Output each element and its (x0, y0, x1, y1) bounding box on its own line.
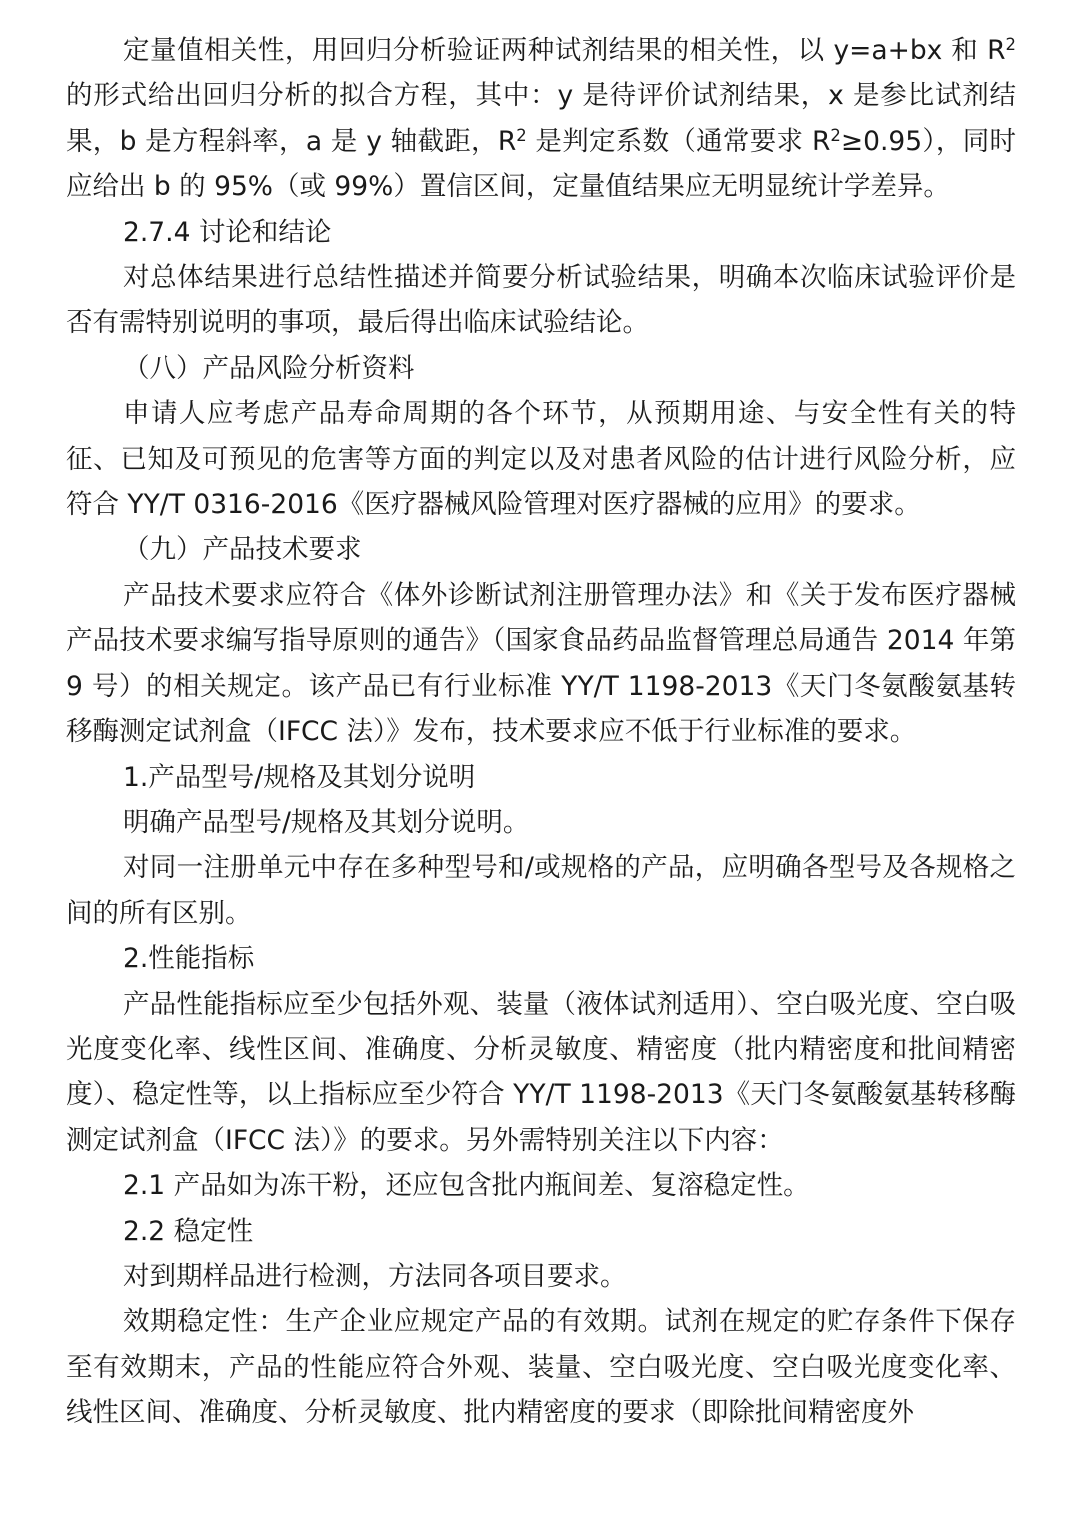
superscript: 2 (516, 125, 527, 145)
text-run: （九）产品技术要求 (123, 534, 362, 566)
paragraph-technical-requirements (66, 573, 1016, 755)
heading-8-risk-analysis (66, 346, 1016, 391)
superscript: 2 (830, 125, 841, 145)
text-run: 效期稳定性：生产企业应规定产品的有效期。试剂在规定的贮存条件下保存至有效期末，产品的性能应符合外观、装量、空白吸光度、空白吸光度变化率、线性区间、准确度、分析灵敏度、批内精密度的要求（即除批间精密度外 (66, 1306, 1016, 1429)
paragraph-performance (66, 982, 1016, 1164)
text-run: 2.2 稳定性 (123, 1215, 254, 1247)
paragraph-discussion (66, 255, 1016, 346)
text-run: 明确产品型号/规格及其划分说明。 (123, 806, 530, 838)
text-run: 产品性能指标应至少包括外观、装量（液体试剂适用）、空白吸光度、空白吸光度变化率、线性区间、准确度、分析灵敏度、精密度（批内精密度和批间精密度）、稳定性等，以上指标应至少符合 YY/T 1198-2013《天门冬氨酸氨基转移酶测定试剂盒（IFCC 法）》的要求。另外需特别关注以下内容： (66, 988, 1016, 1156)
heading-2-7-4-discussion-conclusion (66, 210, 1016, 255)
paragraph-2-1-freeze-dried (66, 1163, 1016, 1208)
text-run: 1.产品型号/规格及其划分说明 (123, 761, 476, 793)
heading-2-2-stability (66, 1209, 1016, 1254)
text-run: ≥0.95），同时应给出 b 的 95%（或 99%）置信区间，定量值结果应无明显统计学差异。 (66, 125, 1016, 203)
text-run: 对同一注册单元中存在多种型号和/或规格的产品，应明确各型号及各规格之间的所有区别。 (66, 852, 1016, 929)
superscript: 2 (1005, 34, 1016, 54)
paragraph-stability-testing (66, 1254, 1016, 1299)
paragraph-risk-analysis (66, 391, 1016, 527)
paragraph-model-spec (66, 800, 1016, 845)
heading-2-performance (66, 936, 1016, 981)
text-run: 2.性能指标 (123, 943, 255, 975)
text-run: 产品技术要求应符合《体外诊断试剂注册管理办法》和《关于发布医疗器械产品技术要求编写指导原则的通告》（国家食品药品监督管理总局通告 2014 年第 9 号）的相关规定。该产品已有行业标准 YY/T 1198-2013《天门冬氨酸氨基转移酶测定试剂盒（IFCC 法）》发布，技术要求应不低于行业标准的要求。 (66, 579, 1016, 748)
paragraph-quant-correlation (66, 28, 1016, 210)
text-run: （八）产品风险分析资料 (123, 352, 415, 384)
text-run: 对总体结果进行总结性描述并简要分析试验结果，明确本次临床试验评价是否有需特别说明的事项，最后得出临床试验结论。 (66, 262, 1016, 339)
text-run: 是判定系数（通常要求 R (526, 125, 831, 157)
text-run: 2.7.4 讨论和结论 (123, 216, 332, 248)
text-run: 定量值相关性，用回归分析验证两种试剂结果的相关性，以 y=a+bx 和 R (123, 35, 1006, 66)
text-run: 申请人应考虑产品寿命周期的各个环节，从预期用途、与安全性有关的特征、已知及可预见的危害等方面的判定以及对患者风险的估计进行风险分析，应符合 YY/T 0316-2016《医疗器械风险管理对医疗器械的应用》的要求。 (66, 398, 1016, 521)
text-run: 2.1 产品如为冻干粉，还应包含批内瓶间差、复溶稳定性。 (123, 1170, 810, 1202)
paragraph-shelf-life-stability (66, 1299, 1016, 1435)
heading-1-model-spec (66, 755, 1016, 800)
text-run: 对到期样品进行检测，方法同各项目要求。 (123, 1260, 627, 1292)
paragraph-model-differences (66, 845, 1016, 936)
text-run: 的形式给出回归分析的拟合方程，其中：y 是待评价试剂结果，x 是参比试剂结果，b 是方程斜率，a 是 y 轴截距，R (66, 80, 1016, 157)
heading-9-technical-requirements (66, 527, 1016, 572)
document-page (66, 28, 1016, 1436)
